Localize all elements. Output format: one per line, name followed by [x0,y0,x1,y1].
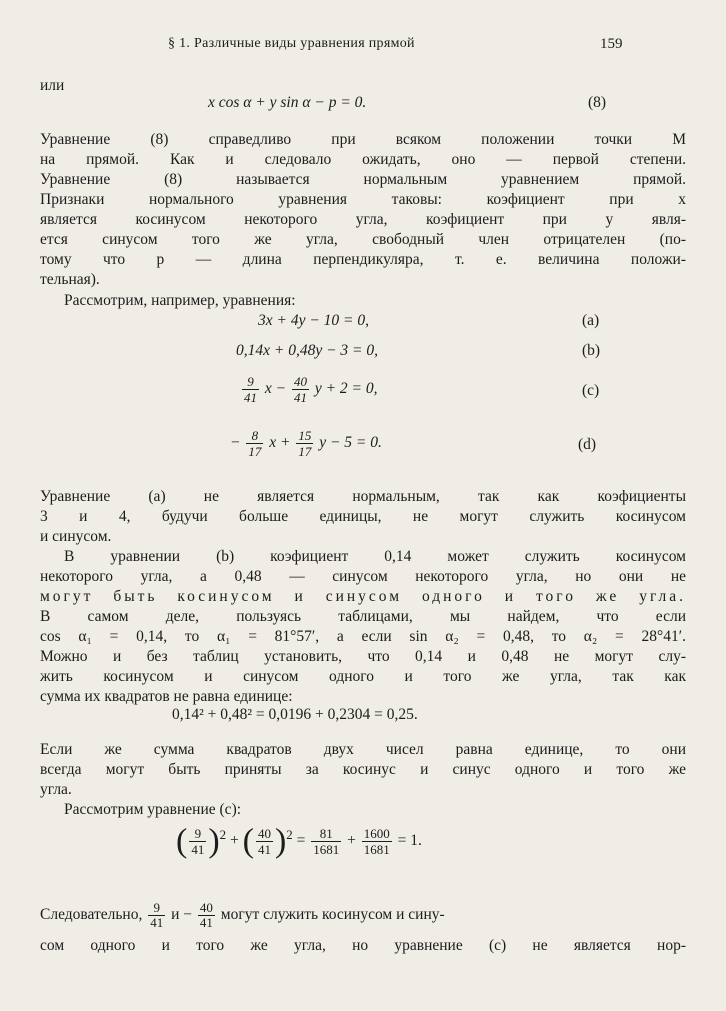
equation-tag-8: (8) [588,94,607,111]
equation-b: 0,14x + 0,48y − 3 = 0, [236,342,379,359]
fraction: $\frac{9}{41}$ [191,826,205,857]
fraction: $\frac{40}{41}$ [199,899,213,930]
paragraph-line: могут быть косинусом и синусом одного и того же угла. [40,588,686,605]
paragraph-line: сом одного и того же угла, но уравнение (c) не является нор- [40,937,686,954]
equation-a: 3x + 4y − 10 = 0, [258,312,370,329]
equation-tag-b: (b) [582,342,601,359]
fraction: $\frac{9}{41}$ [244,374,257,405]
fraction: $\frac{40}{41}$ [257,826,271,857]
paragraph-line: В уравнении (b) коэфициент 0,14 может служить косинусом [64,548,686,565]
paragraph-line: тому что p — длина перпендикуляра, т. е. величина положи- [40,251,686,268]
paragraph-line: ется синусом того же угла, свободный член отрицателен (по- [40,231,686,248]
paragraph-line: Уравнение (8) называется нормальным уравнением прямой. [40,171,686,188]
paragraph-line: Уравнение (8) справедливо при всяком положении точки M [40,131,686,148]
equation-c: $\frac{9}{41}$ x − $\frac{40}{41}$ y + 2 = 0, [244,374,378,405]
paragraph-line: Уравнение (a) не является нормальным, так как коэфициенты [40,488,686,505]
paragraph-line: жить косинусом и синусом одного и того же угла, так как [40,668,686,685]
conclusion-line: Следовательно, $\frac{9}{41}$ и − $\frac{40}{41}$ могут служить косинусом и сину- [40,899,445,930]
consider-line: Рассмотрим, например, уравнения: [64,292,296,309]
paragraph-line: и синусом. [40,528,112,545]
intro-word: или [40,77,65,94]
paragraph-line: тельная). [40,271,100,288]
paragraph-line: Можно и без таблиц установить, что 0,14 и 0,48 не могут слу- [40,648,686,665]
fraction: $\frac{40}{41}$ [293,374,307,405]
paragraph-line: сумма их квадратов не равна единице: [40,688,293,705]
equation-tag-c: (c) [582,382,600,399]
paragraph-line: некоторого угла, а 0,48 — синусом некоторого угла, но они не [40,568,686,585]
equation-d: − $\frac{8}{17}$ x + $\frac{15}{17}$ y − 5 = 0. [230,428,382,459]
equation-tag-d: (d) [578,436,597,453]
fraction: $\frac{9}{41}$ [150,899,164,930]
paragraph-line: Признаки нормального уравнения таковы: коэфициент при x [40,191,686,208]
consider-line: Рассмотрим уравнение (c): [64,801,242,818]
squares-equation: ( $\frac{9}{41}$ )$^2$ + ( $\frac{40}{41}$ )$^2$ = $\frac{81}{1681}$ + $\frac{1600}{1681}$ = 1. [176,822,422,860]
equation-tag-a: (a) [582,312,600,329]
fraction: $\frac{8}{17}$ [248,428,262,459]
paragraph-line: В самом деле, пользуясь таблицами, мы найдем, что если [40,608,686,625]
paragraph-line: 3 и 4, будучи больше единицы, не могут служить косинусом [40,508,686,525]
paragraph-line: является косинусом некоторого угла, коэфициент при y явля- [40,211,686,228]
paragraph-line: угла. [40,781,72,798]
paragraph-line: Если же сумма квадратов двух чисел равна единице, то они [40,741,686,758]
header-title: § 1. Различные виды уравнения прямой [168,36,415,51]
sum-squares-equation: 0,14² + 0,48² = 0,0196 + 0,2304 = 0,25. [172,706,418,723]
paragraph-line: на прямой. Как и следовало ожидать, оно — первой степени. [40,151,686,168]
fraction: $\frac{1600}{1681}$ [363,826,390,857]
page-number: 159 [600,36,623,52]
running-header [0,36,726,56]
paragraph-line: cos α₁ = 0,14, то α₁ = 81°57′, а если sin α₂ = 0,48, то α₂ = 28°41′. [40,628,686,645]
fraction: $\frac{15}{17}$ [298,428,312,459]
fraction: $\frac{81}{1681}$ [313,826,340,857]
normal-equation: x cos α + y sin α − p = 0. [208,94,367,111]
paragraph-line: всегда могут быть приняты за косинус и синус одного и того же [40,761,686,778]
